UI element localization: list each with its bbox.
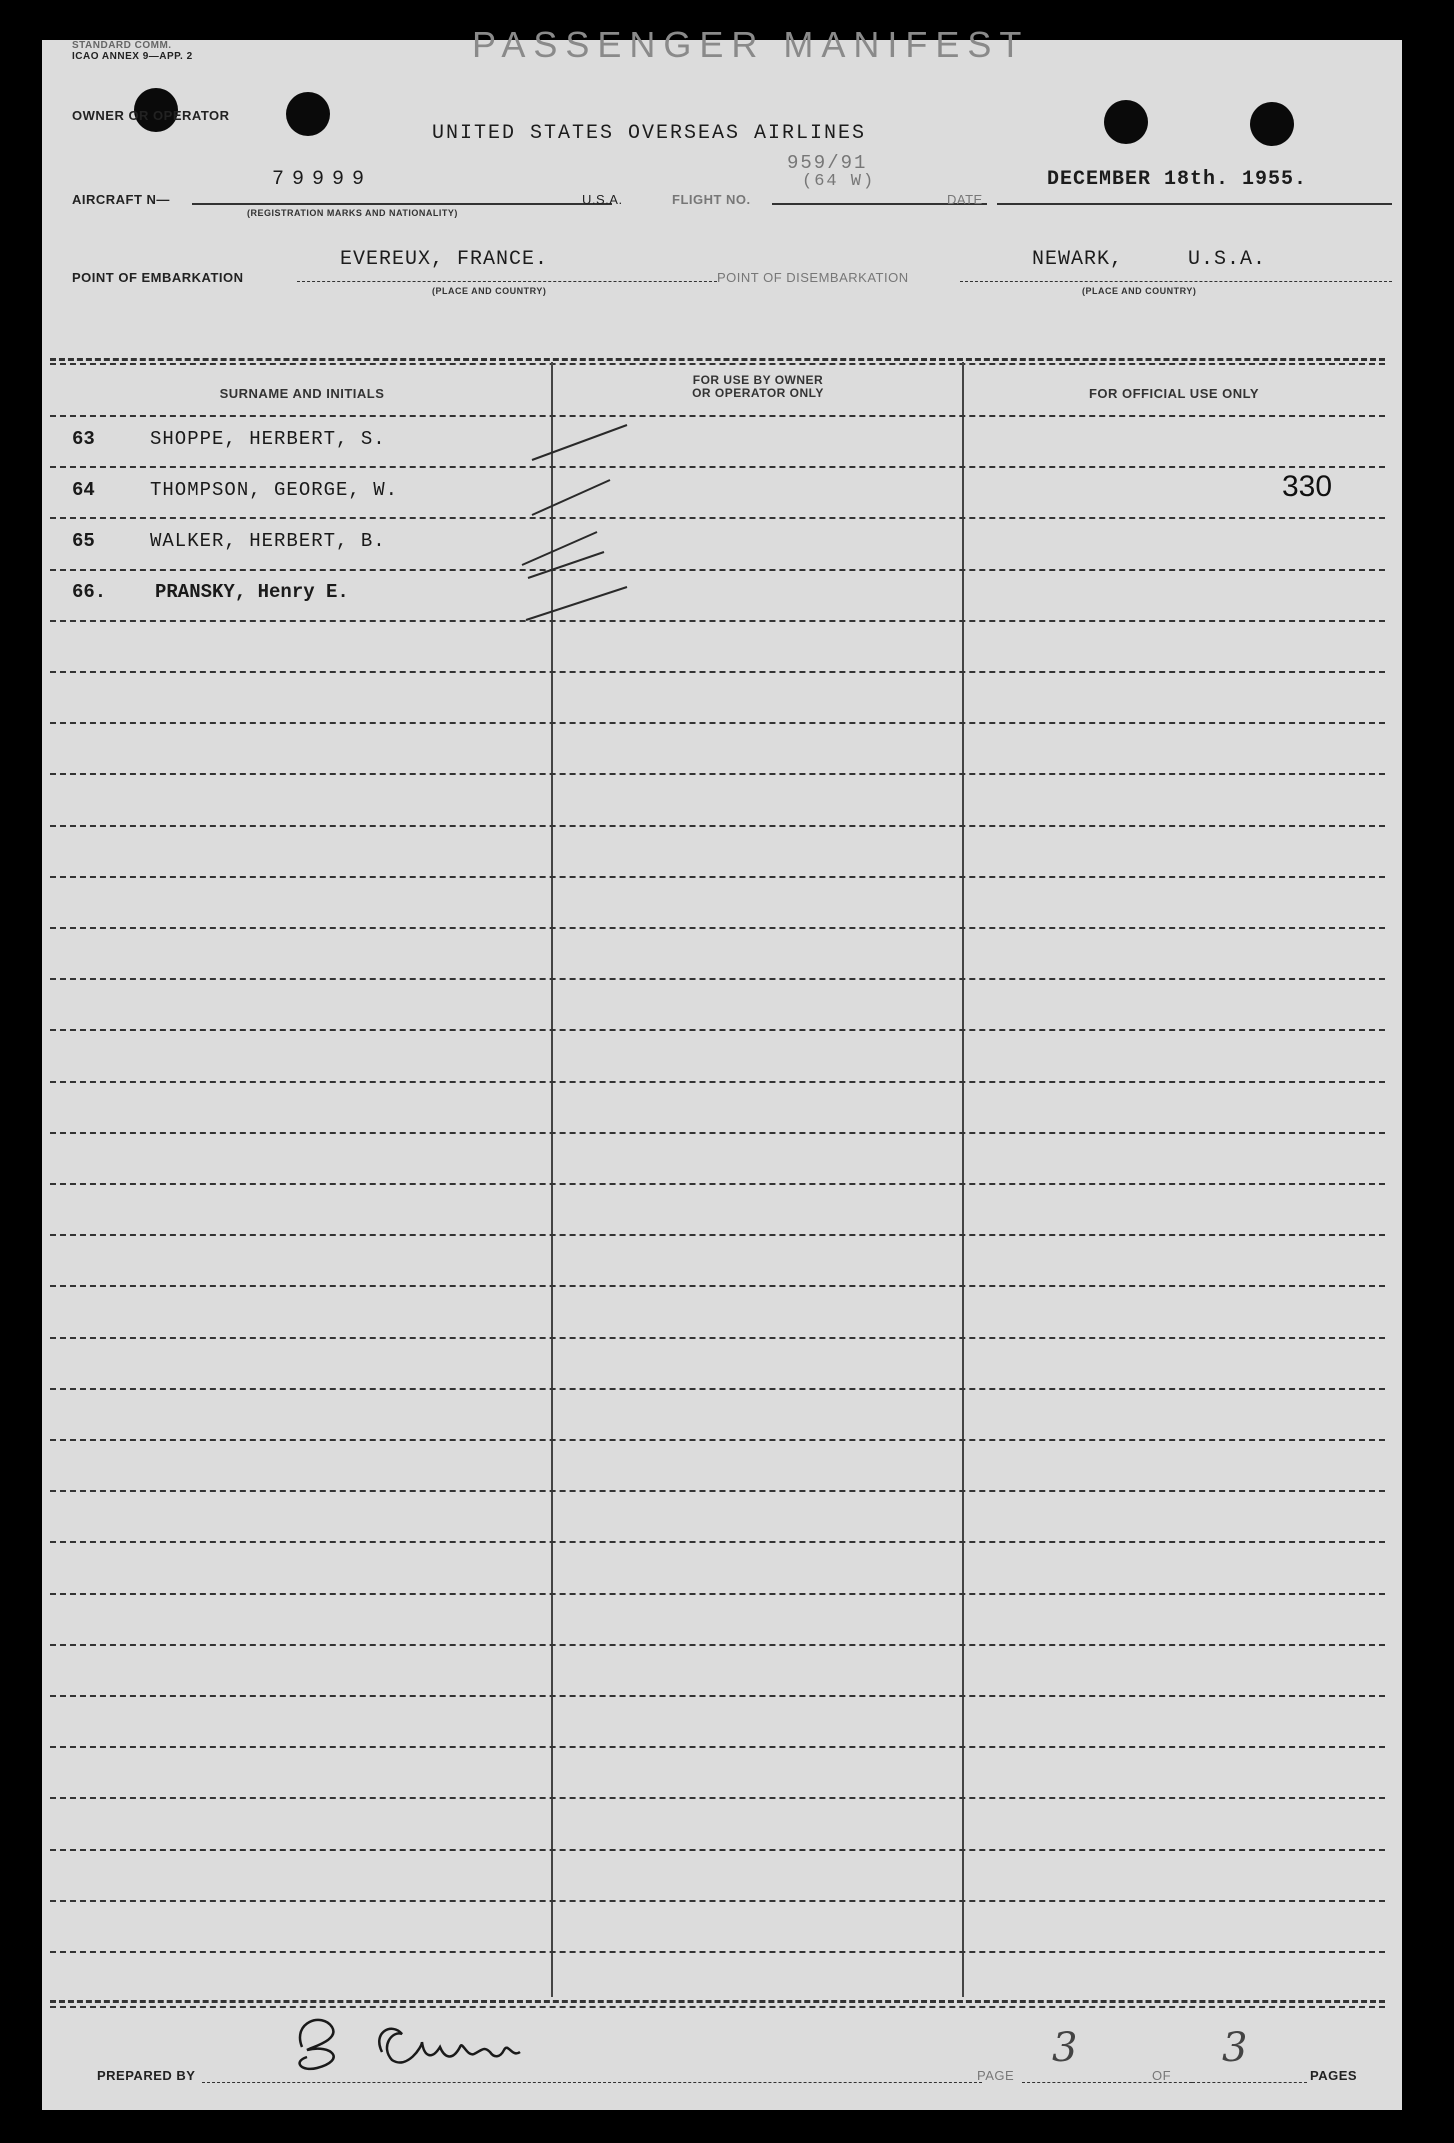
disembarkation-caption: (PLACE AND COUNTRY): [1082, 286, 1197, 296]
page-value: 3: [1052, 2025, 1078, 2071]
prepared-by-underline: [202, 2082, 982, 2083]
row-rule: [50, 1081, 1385, 1083]
punch-hole: [286, 92, 330, 136]
row-rule: [50, 1234, 1385, 1236]
table-top-rule: [50, 358, 1385, 361]
row-number: 66.: [72, 581, 107, 603]
row-rule: [50, 1695, 1385, 1697]
embarkation-underline: [297, 281, 717, 282]
disembarkation-value: NEWARK, U.S.A.: [1032, 248, 1267, 271]
embarkation-value: EVEREUX, FRANCE.: [340, 248, 549, 271]
row-rule: [50, 1900, 1385, 1902]
check-mark: [532, 425, 627, 460]
row-rule: [50, 876, 1385, 878]
embarkation-label: POINT OF EMBARKATION: [72, 270, 244, 285]
disembarkation-underline: [960, 281, 1392, 282]
row-rule: [50, 1746, 1385, 1748]
row-rule: [50, 825, 1385, 827]
row-rule: [50, 466, 1385, 468]
check-mark: [528, 552, 604, 578]
row-rule: [50, 415, 1385, 417]
row-number: 64: [72, 479, 95, 501]
row-rule: [50, 1849, 1385, 1851]
row-official-stamp: 330: [1282, 470, 1333, 503]
pages-label: PAGES: [1310, 2068, 1358, 2083]
form-code: [72, 40, 193, 62]
of-value: 3: [1222, 2025, 1248, 2071]
row-rule: [50, 1285, 1385, 1287]
header-owner-line2: OR OPERATOR ONLY: [692, 386, 824, 400]
row-rule: [50, 1132, 1385, 1134]
row-rule: [50, 1439, 1385, 1441]
of-label: OF: [1152, 2068, 1172, 2083]
row-name: THOMPSON, GEORGE, W.: [150, 479, 399, 501]
punch-hole: [1250, 102, 1294, 146]
form-title: PASSENGER MANIFEST: [472, 24, 1030, 65]
row-rule: [50, 1541, 1385, 1543]
table-bottom-rule: [50, 2000, 1385, 2003]
disembarkation-label: POINT OF DISEMBARKATION: [717, 270, 909, 285]
manifest-paper: [42, 24, 1402, 2110]
flight-label: FLIGHT NO.: [672, 192, 751, 207]
check-marks: [512, 380, 712, 670]
aircraft-caption: (REGISTRATION MARKS AND NATIONALITY): [247, 208, 458, 218]
row-rule: [50, 1951, 1385, 1953]
row-rule: [50, 1029, 1385, 1031]
row-rule: [50, 671, 1385, 673]
check-mark: [526, 587, 627, 620]
of-underline: [1192, 2082, 1307, 2083]
owner-operator-label: OWNER OR OPERATOR: [72, 108, 230, 123]
form-code-line2: ICAO ANNEX 9—APP. 2: [72, 51, 193, 62]
row-rule: [50, 978, 1385, 980]
aircraft-underline: [192, 203, 612, 205]
row-rule: [50, 517, 1385, 519]
embarkation-caption: (PLACE AND COUNTRY): [432, 286, 547, 296]
table-bottom-rule-2: [50, 2006, 1385, 2008]
header-official-use: FOR OFFICIAL USE ONLY: [1088, 386, 1260, 401]
row-rule: [50, 1337, 1385, 1339]
column-divider-2: [962, 362, 964, 1997]
row-number: 63: [72, 428, 95, 450]
row-name: PRANSKY, Henry E.: [155, 581, 349, 603]
flight-value: 959/91: [787, 152, 868, 174]
usa-label: U.S.A.: [582, 192, 623, 207]
row-name: SHOPPE, HERBERT, S.: [150, 428, 386, 450]
row-rule: [50, 773, 1385, 775]
row-rule: [50, 1593, 1385, 1595]
row-rule: [50, 1183, 1385, 1185]
punch-hole: [1104, 100, 1148, 144]
check-mark: [522, 532, 597, 565]
row-rule: [50, 620, 1385, 622]
owner-operator-value: UNITED STATES OVERSEAS AIRLINES: [432, 122, 867, 145]
row-number: 65: [72, 530, 95, 552]
row-rule: [50, 569, 1385, 571]
prepared-by-label: PREPARED BY: [97, 2068, 196, 2083]
row-rule: [50, 927, 1385, 929]
header-surname: SURNAME AND INITIALS: [219, 386, 385, 401]
row-name: WALKER, HERBERT, B.: [150, 530, 386, 552]
date-label: DATE: [947, 192, 983, 207]
form-code-line1: STANDARD COMM.: [72, 40, 172, 51]
row-rule: [50, 722, 1385, 724]
row-rule: [50, 1797, 1385, 1799]
row-rule: [50, 1388, 1385, 1390]
row-rule: [50, 1490, 1385, 1492]
date-value: DECEMBER 18th. 1955.: [1047, 168, 1308, 191]
flight-subvalue: (64 W): [802, 172, 876, 191]
signature: [262, 2002, 662, 2082]
row-rule: [50, 1644, 1385, 1646]
date-underline: [997, 203, 1392, 205]
aircraft-value: 79999: [272, 168, 373, 191]
header-owner-line1: FOR USE BY OWNER: [692, 373, 824, 387]
table-top-rule-2: [50, 363, 1385, 365]
check-mark: [532, 480, 610, 515]
aircraft-label: AIRCRAFT N—: [72, 192, 170, 207]
page-label: PAGE: [977, 2068, 1015, 2083]
